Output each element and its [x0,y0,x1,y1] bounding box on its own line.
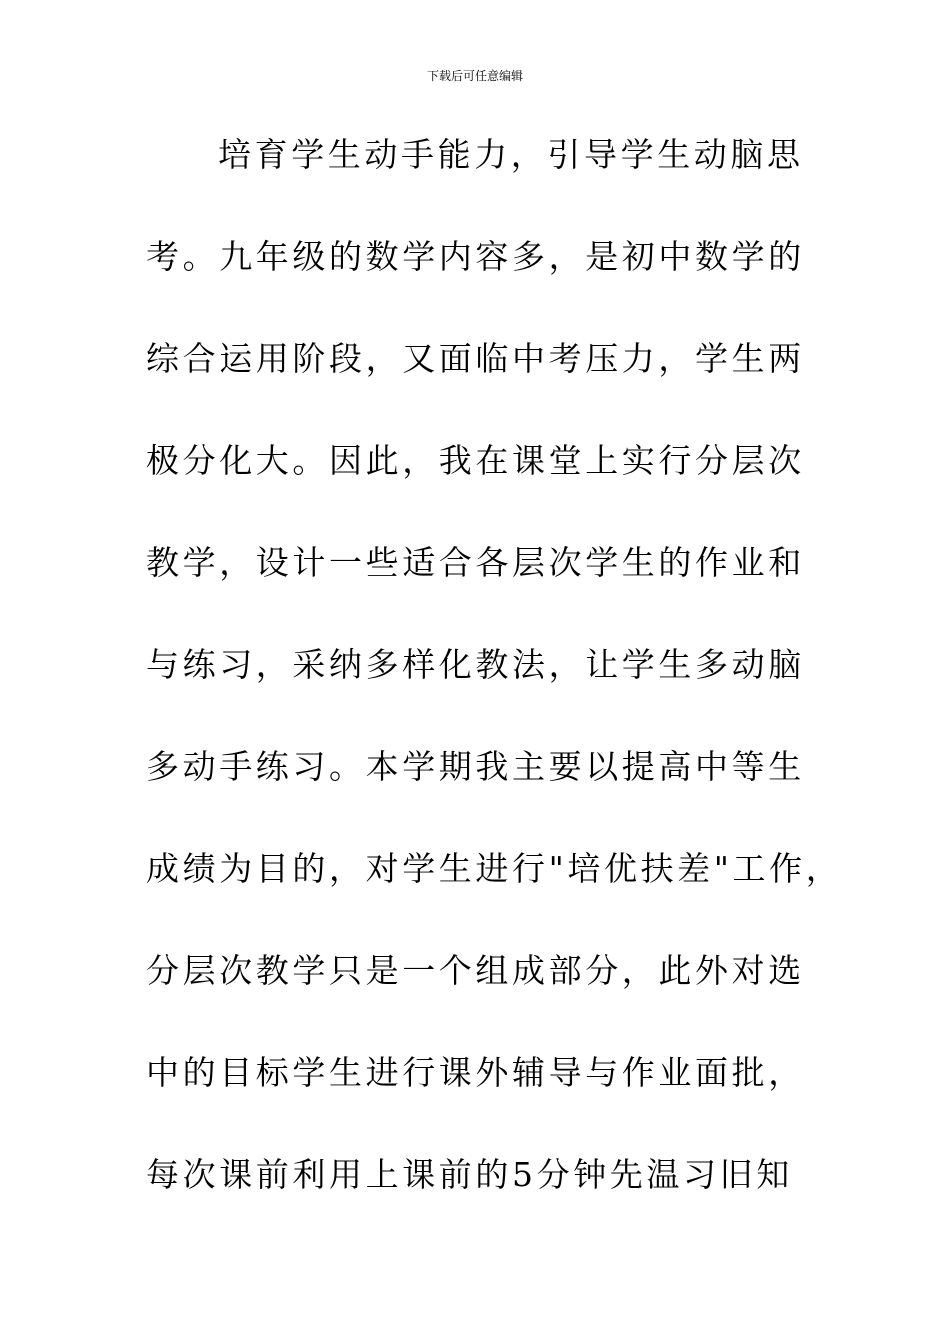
document-body [146,120,846,1242]
paragraph-line-9: 分层次教学只是一个组成部分，此外对选 [146,951,805,990]
paragraph-line-4: 极分化大。因此，我在课堂上实行分层次 [146,441,805,480]
paragraph-line-11: 每次课前利用上课前的5分钟先温习旧知 [146,1155,793,1194]
paragraph-line-7: 多动手练习。本学期我主要以提高中等生 [146,747,805,786]
page-header-note: 下载后可任意编辑 [426,69,523,83]
paragraph-line-5: 教学，设计一些适合各层次学生的作业和 [146,543,805,582]
paragraph-line-1: 培育学生动手能力，引导学生动脑思 [218,135,804,174]
paragraph-line-2: 考。九年级的数学内容多，是初中数学的 [146,237,805,276]
paragraph-line-3: 综合运用阶段，又面临中考压力，学生两 [146,339,805,378]
paragraph-line-10: 中的目标学生进行课外辅导与作业面批， [146,1053,805,1092]
paragraph-line-6: 与练习，采纳多样化教法，让学生多动脑 [146,645,805,684]
paragraph-line-8: 成绩为目的，对学生进行"培优扶差"工作， [146,849,843,888]
